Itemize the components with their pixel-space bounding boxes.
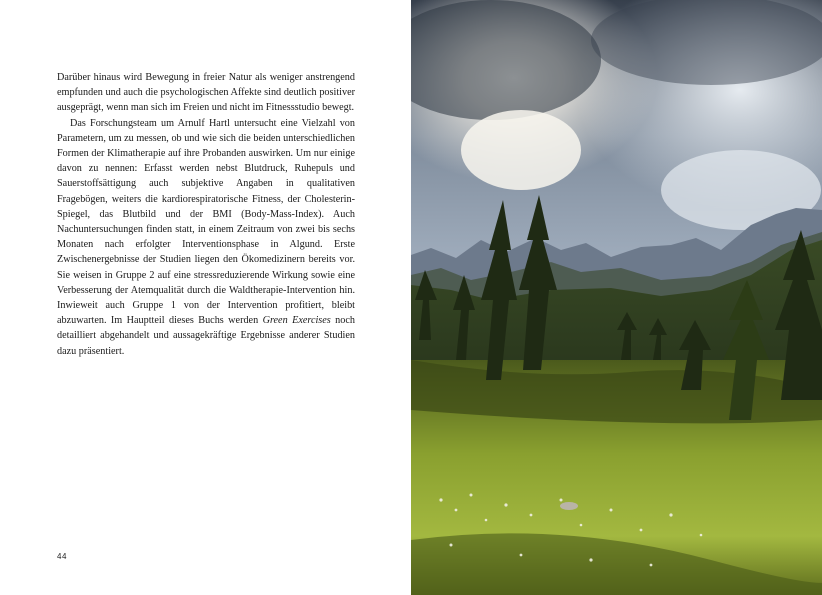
photo-illustration (411, 0, 822, 595)
paragraph-2-text: Das Forschungsteam um Arnulf Hartl untersucht eine Vielzahl von Parametern, um zu messen, ob und wie sich die beiden unterschiedlichen Formen der Klimatherapie auf ihre Probanden auswirken. Um nur einige davon zu nennen: Erfasst werden nebst Blutdruck, Ruhepuls und Sauerstoffsättigung auch subjektive Angaben in qualitativen Fragebögen, weiters die kardiorespiratorische Fitness, der Cholesterin-Spiegel, das Blutbild und der BMI (Body-Mass-Index). Auch Nachuntersuchungen finden statt, in einem Zeitraum von zwei bis sechs Monaten nach erfolgter Interventionsphase in Algund. Erste Zwischenergebnisse der Studien liegen den Ökomedizinern bereits vor. Sie weisen in Gruppe 2 auf eine stressreduzierende Wirkung sowie eine Verbesserung der Atemqualität durch die Waldtherapie-Intervention hin. Inwieweit auch Gruppe 1 von der Intervention profitiert, bleibt abzuwarten. Im Hauptteil dieses Buchs werden (57, 117, 355, 327)
italic-term: Green Exercises (262, 315, 331, 327)
page-number: 44 (57, 552, 67, 561)
rock (560, 502, 578, 510)
paragraph-2 (57, 116, 355, 359)
body-text (57, 70, 355, 359)
paragraph-2-tail: noch detailliert abgehandelt und aussagekräftige Ergebnisse anderer Studien dazu präsentiert. (57, 315, 355, 357)
landscape-photo (411, 0, 822, 595)
cloud-puff (461, 110, 581, 190)
paragraph-1: Darüber hinaus wird Bewegung in freier Natur als weniger anstrengend empfunden und auch die psychologischen Affekte sind deutlich positiver ausgeprägt, wenn man sich im Freien und nicht im Fitnessstudio bewegt. (57, 72, 355, 114)
